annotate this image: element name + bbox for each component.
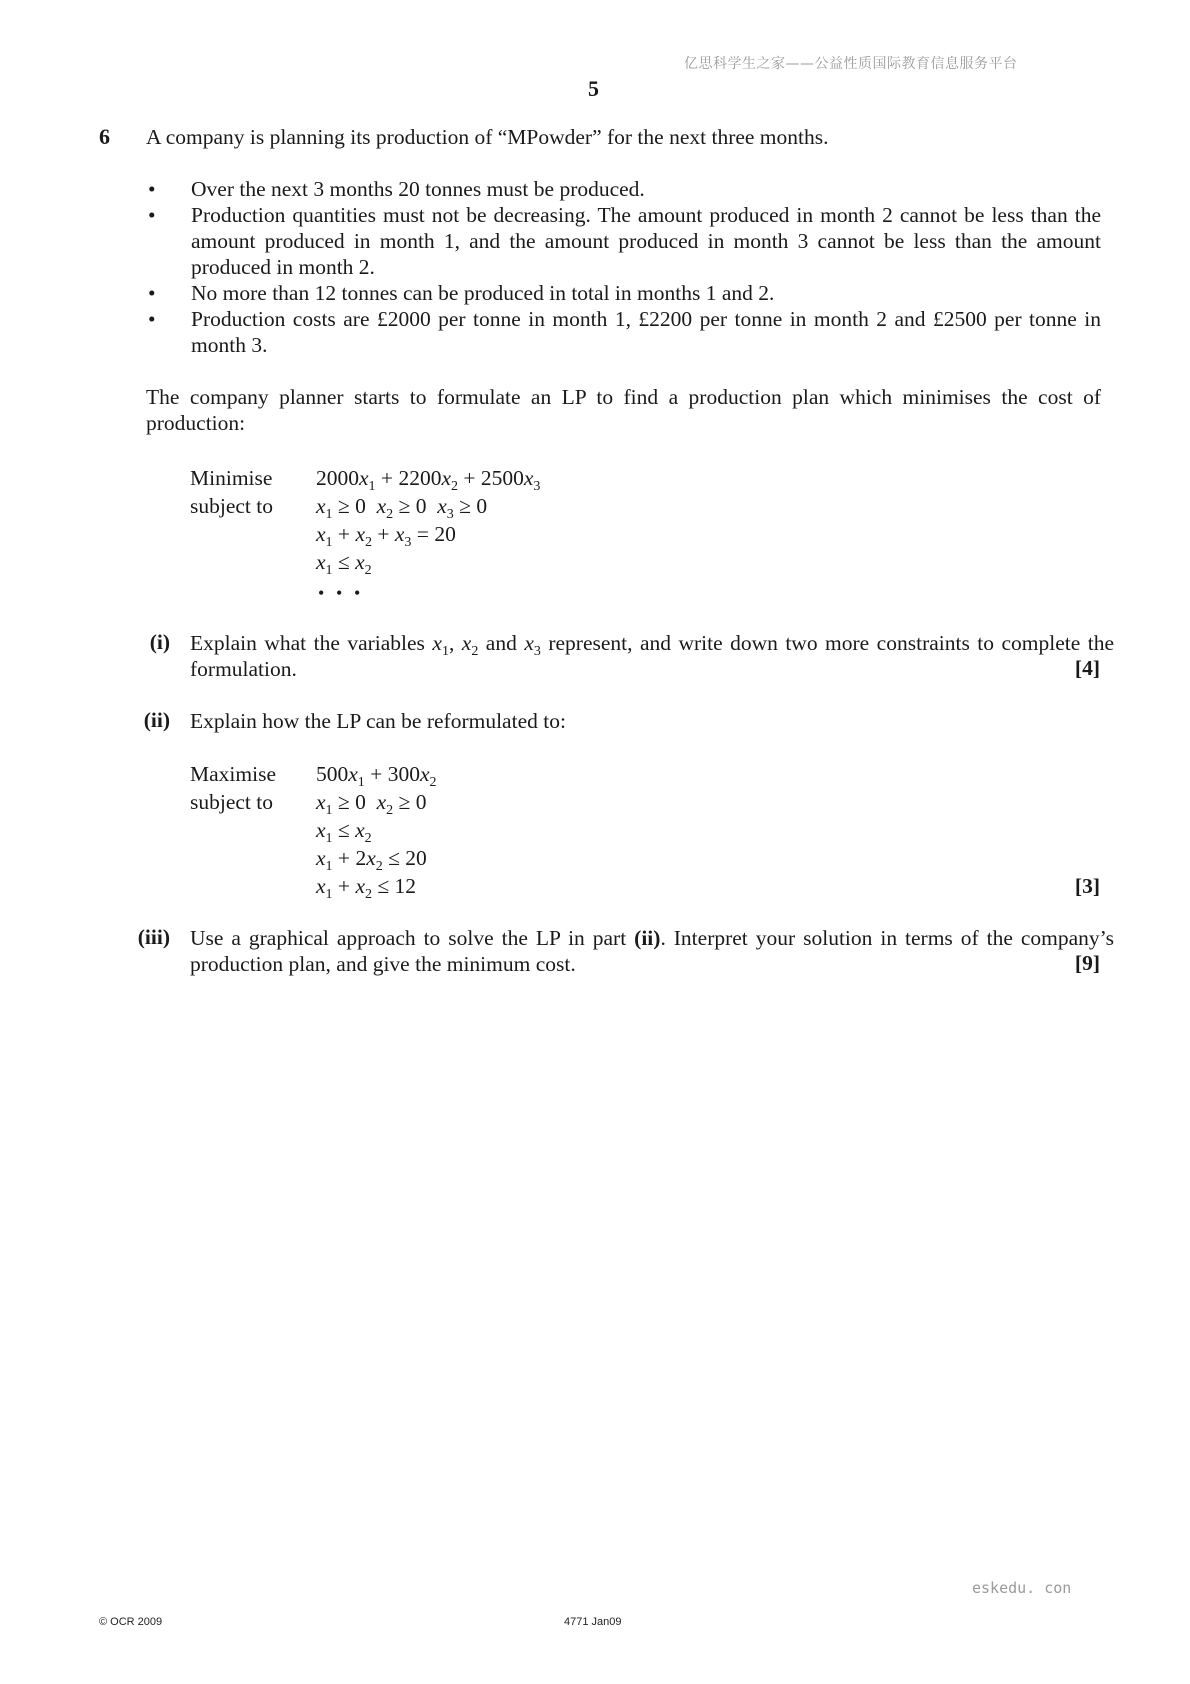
watermark-top: 亿思科学生之家——公益性质国际教育信息服务平台 — [684, 56, 1018, 72]
subject-to-label: subject to — [190, 494, 273, 518]
list-item: • Over the next 3 months 20 tonnes must be produced. — [146, 176, 1101, 202]
minimise-label: Minimise — [190, 466, 273, 490]
maximise-label: Maximise — [190, 762, 276, 786]
lp1-sum-constraint: $x_1 + x_2 + x_3 = 20$ — [316, 522, 456, 550]
list-item: • No more than 12 tonnes can be produced in total in months 1 and 2. — [146, 280, 1101, 306]
lp1-order-constraint: $x_1 \le x_2$ — [316, 550, 372, 578]
lp2-order-constraint: $x_1 \le x_2$ — [316, 818, 372, 846]
list-item: • Production quantities must not be decreasing. The amount produced in month 2 cannot be less than the amount produced in month 1, and the amount produced in month 3 cannot be less than the amount produced in month 2. — [146, 202, 1101, 280]
conditions-list — [146, 176, 1101, 358]
subject-to-label-2: subject to — [190, 790, 273, 814]
part-i-label: (i) — [149, 630, 170, 654]
part-i-marks: [4] — [1074, 656, 1100, 680]
watermark-bottom: eskedu. con — [972, 1579, 1072, 1597]
part-ii-label: (ii) — [143, 708, 170, 732]
list-item: • Production costs are £2000 per tonne in month 1, £2200 per tonne in month 2 and £2500 per tonne in month 3. — [146, 306, 1101, 358]
lp1-nonnegativity: $x_1 \ge 0$ $x_2 \ge 0$ $x_3 \ge 0$ — [316, 494, 488, 522]
part-ii-text: Explain how the LP can be reformulated to: — [190, 709, 566, 733]
footer-copyright: © OCR 2009 — [99, 1616, 163, 1628]
part-ii-marks: [3] — [1074, 874, 1100, 898]
lp2-constraint-12: $x_1 + x_2 \le 12$ — [316, 874, 417, 902]
question-intro: A company is planning its production of “MPowder” for the next three months. — [146, 125, 829, 149]
continuation-dots: • • • — [318, 583, 361, 603]
lp1-objective: $2000x_1 + 2200x_2 + 2500x_3$ — [316, 466, 541, 494]
lp2-constraint-20: $x_1 + 2x_2 \le 20$ — [316, 846, 427, 874]
lp2-objective: $500x_1 + 300x_2$ — [316, 762, 437, 790]
part-iii-label: (iii) — [137, 925, 170, 949]
lp2-nonnegativity: $x_1 \ge 0$ $x_2 \ge 0$ — [316, 790, 427, 818]
part-iii-text: Use a graphical approach to solve the LP in part (ii). Interpret your solution in terms of the company’s production plan, and give the minimum cost. — [190, 926, 1114, 976]
planner-paragraph: The company planner starts to formulate an LP to find a production plan which minimises the cost of production: — [146, 385, 1101, 435]
part-i-text: Explain what the variables $x_1$, $x_2$ and $x_3$ represent, and write down two more constraints to complete the formulation. — [190, 631, 1115, 681]
part-iii-marks: [9] — [1074, 951, 1100, 975]
page-number: 5 — [588, 76, 599, 101]
footer-code: 4771 Jan09 — [564, 1616, 622, 1628]
question-number: 6 — [99, 124, 110, 149]
